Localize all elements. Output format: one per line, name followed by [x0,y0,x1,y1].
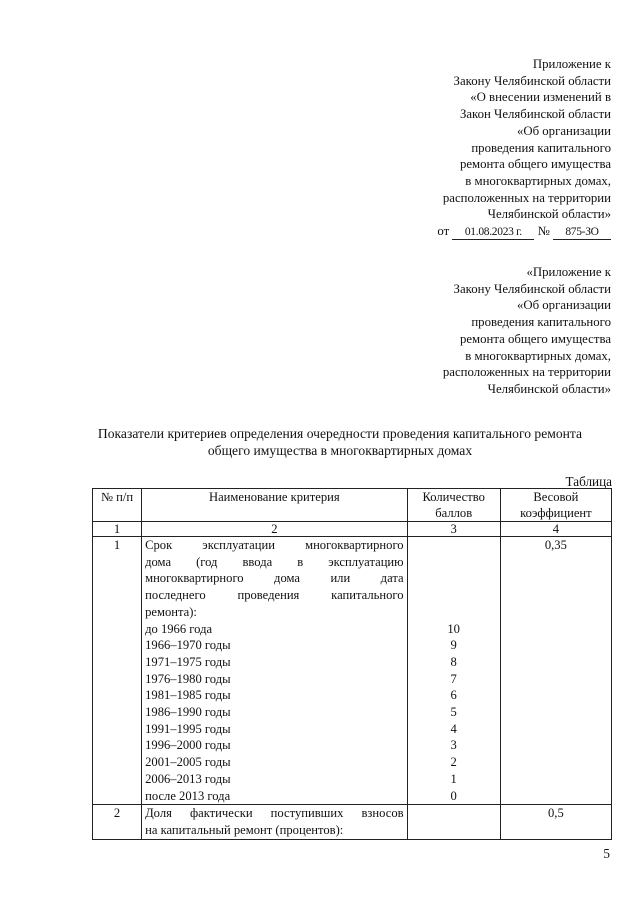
header-weight: Весовой коэффициент [500,489,611,522]
criterion-line: на капитальный ремонт (процентов): [145,822,344,837]
period-label: 1981–1985 годы [145,688,231,703]
criterion-line: дома (год ввода в эксплуатацию [145,554,404,569]
row-number: 1 [93,537,142,805]
appendix-line: Челябинской области» [487,207,611,222]
appendix-line: ремонта общего имущества [459,331,611,346]
table-header-row [93,489,612,522]
criterion-line: Срок эксплуатации многоквартирного [145,538,404,552]
appendix-line: «Приложение к [526,265,611,279]
period-score: 10 [447,621,460,636]
title-line: Показатели критериев определения очередности проведения капитального ремонта [97,426,583,441]
appendix-line: в многоквартирных домах, [465,348,611,363]
appendix-line: расположенных на территории [442,365,611,380]
page-number: 5 [603,846,610,861]
period-score: 4 [450,721,457,736]
column-number: 1 [93,522,142,537]
table-label: Таблица [565,474,612,489]
header-score: Количество баллов [407,489,500,522]
period-score: 1 [450,771,457,786]
period-score: 5 [450,705,457,720]
appendix-line: Закону Челябинской области [453,73,611,88]
original-appendix-header [443,264,611,398]
period-label: после 2013 года [145,788,231,803]
row-number: 2 [93,805,142,839]
appendix-line: Приложение к [532,57,611,71]
column-number-row [93,522,612,537]
law-date: 01.08.2023 г. [452,226,534,240]
period-label: 1996–2000 годы [145,738,231,753]
appendix-line: расположенных на территории [442,190,611,205]
period-label: до 1966 года [145,621,213,636]
table-row [93,537,612,805]
from-label: от [437,224,450,239]
period-score: 0 [450,788,457,803]
appendix-line: Челябинской области» [487,381,611,396]
appendix-line: проведения капитального [471,140,611,155]
appendix-header [437,56,611,240]
criteria-table [92,488,612,840]
criterion-line: многоквартирного дома или дата [145,571,404,586]
appendix-line: «Об организации [516,123,611,138]
criterion-line: ремонта): [145,604,197,619]
period-label: 2006–2013 годы [145,771,231,786]
table-row [93,805,612,839]
appendix-line: в многоквартирных домах, [465,173,611,188]
law-number: 875-ЗО [553,226,611,240]
criterion-line: Доля фактически поступивших взносов [145,806,404,821]
law-date-line [437,223,611,240]
period-score: 9 [450,638,457,653]
period-label: 1991–1995 годы [145,721,231,736]
criterion-cell [142,805,408,839]
appendix-line: проведения капитального [471,315,611,330]
period-score: 6 [450,688,457,703]
weight-cell: 0,35 [500,537,611,805]
criterion-line: последнего проведения капитального [145,588,404,603]
period-label: 1971–1975 годы [145,654,231,669]
period-score: 8 [450,654,457,669]
weight-cell: 0,5 [500,805,611,839]
appendix-line: «О внесении изменений в [470,90,611,105]
period-label: 1966–1970 годы [145,638,231,653]
period-label: 1986–1990 годы [145,705,231,720]
criterion-cell [142,537,408,805]
header-criterion: Наименование критерия [142,489,408,522]
period-score: 3 [450,738,457,753]
column-number: 3 [407,522,500,537]
header-number: № п/п [93,489,142,522]
appendix-line: Закон Челябинской области [459,107,611,122]
period-score: 7 [450,671,457,686]
number-label: № [537,224,550,239]
appendix-line: ремонта общего имущества [459,157,611,172]
score-cell [407,537,500,805]
title-line: общего имущества в многоквартирных домах [207,443,473,458]
period-score: 2 [450,755,457,770]
period-label: 2001–2005 годы [145,755,231,770]
document-title [60,425,620,459]
column-number: 2 [142,522,408,537]
score-spacer [411,537,497,621]
period-label: 1976–1980 годы [145,671,231,686]
column-number: 4 [500,522,611,537]
appendix-line: «Об организации [516,298,611,313]
score-cell [407,805,500,839]
appendix-line: Закону Челябинской области [453,281,611,296]
